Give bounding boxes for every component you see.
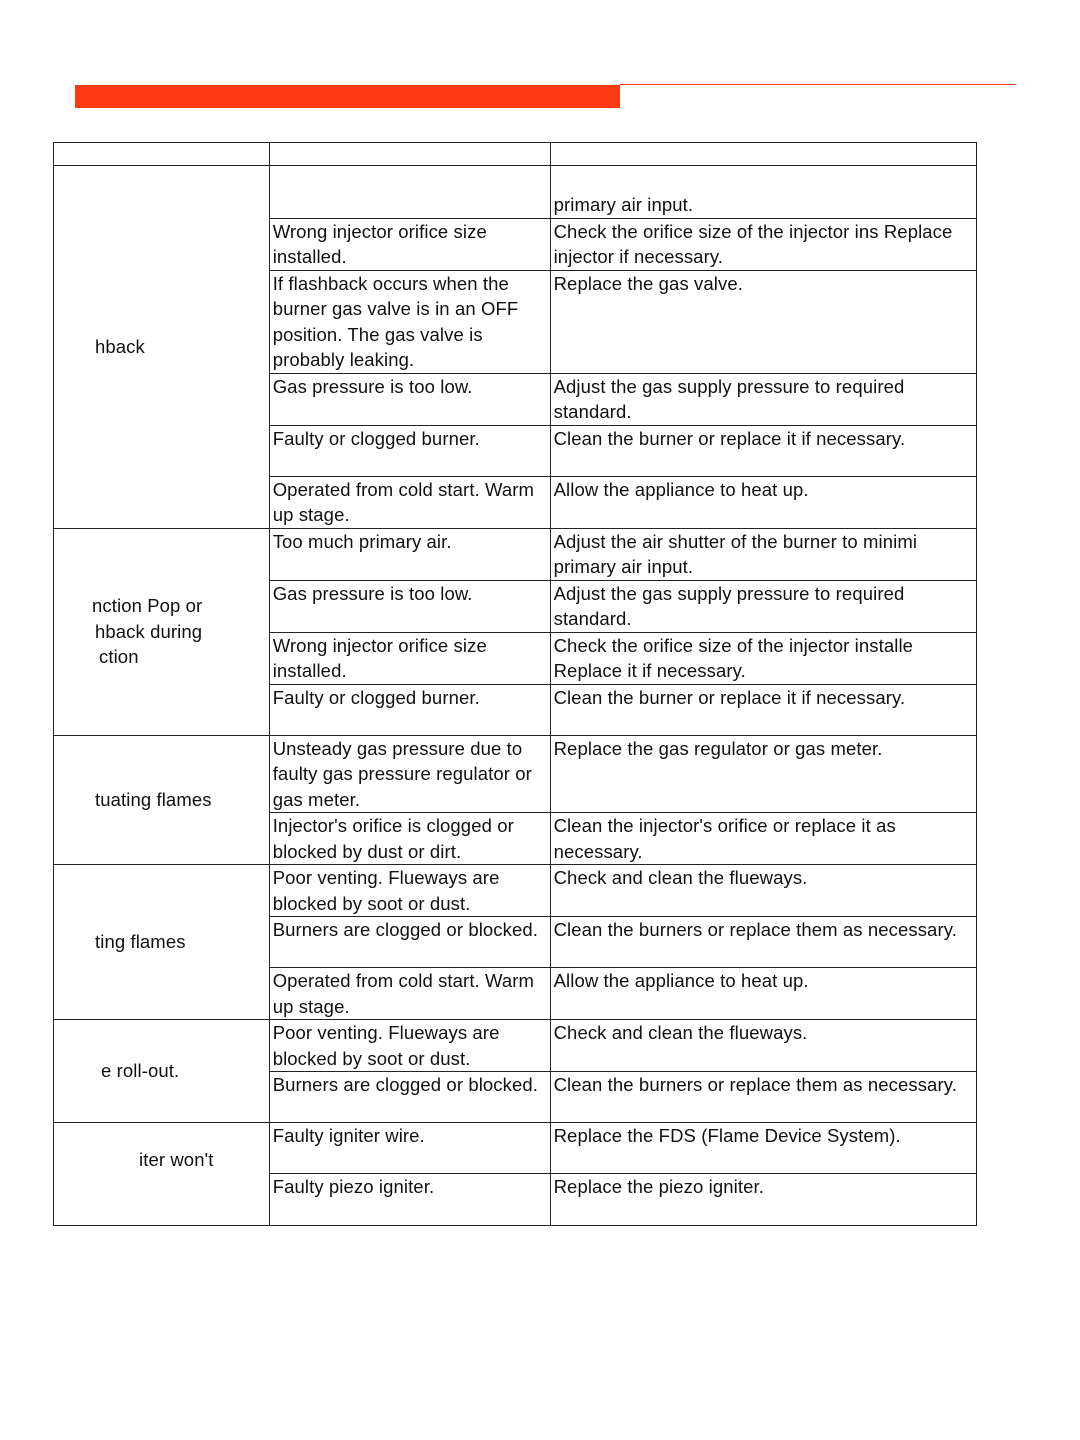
remedy-cell: Adjust the gas supply pressure to required standard. — [550, 373, 976, 425]
problem-label: e roll-out. — [101, 1060, 180, 1082]
cause-cell: Faulty igniter wire. — [269, 1123, 550, 1174]
problem-cell — [54, 735, 270, 865]
remedy-cell: Allow the appliance to heat up. — [550, 476, 976, 528]
problem-label: ting flames — [95, 931, 186, 953]
remedy-cell: Replace the gas regulator or gas meter. — [550, 735, 976, 813]
remedy-cell: Check and clean the flueways. — [550, 1020, 976, 1072]
remedy-cell: Adjust the gas supply pressure to required standard. — [550, 580, 976, 632]
remedy-cell: Adjust the air shutter of the burner to minimi primary air input. — [550, 528, 976, 580]
remedy-cell — [550, 166, 976, 219]
table-row — [54, 1123, 977, 1174]
problem-cell — [54, 166, 270, 529]
remedy-cell: Replace the piezo igniter. — [550, 1174, 976, 1226]
remedy-text: primary air input. — [553, 194, 694, 215]
cause-cell — [269, 166, 550, 219]
header-accent-bar — [75, 85, 620, 108]
table-row — [54, 1020, 977, 1072]
table-row — [54, 865, 977, 917]
cause-cell: Poor venting. Flueways are blocked by soot or dust. — [269, 865, 550, 917]
cause-cell: Faulty or clogged burner. — [269, 425, 550, 476]
remedy-cell: Check the orifice size of the injector installe Replace it if necessary. — [550, 632, 976, 684]
header-accent-line — [620, 84, 1016, 85]
remedy-cell: Clean the burner or replace it if necessary. — [550, 684, 976, 735]
problem-label: hback — [95, 336, 145, 357]
cause-cell: Faulty piezo igniter. — [269, 1174, 550, 1226]
cause-cell: Gas pressure is too low. — [269, 373, 550, 425]
cause-cell: Gas pressure is too low. — [269, 580, 550, 632]
table-header-row — [54, 143, 977, 166]
header-cell-problem — [54, 143, 270, 166]
problem-label-line-2: hback during — [95, 620, 203, 642]
remedy-cell: Clean the burners or replace them as necessary. — [550, 917, 976, 968]
problem-label-line-1: nction Pop or — [92, 595, 203, 617]
cause-cell: Operated from cold start. Warm up stage. — [269, 476, 550, 528]
table-row — [54, 735, 977, 813]
problem-cell — [54, 1020, 270, 1123]
remedy-cell: Allow the appliance to heat up. — [550, 968, 976, 1020]
remedy-cell: Clean the injector's orifice or replace it as necessary. — [550, 813, 976, 865]
cause-cell: Operated from cold start. Warm up stage. — [269, 968, 550, 1020]
cause-cell: Wrong injector orifice size installed. — [269, 632, 550, 684]
cause-cell: If flashback occurs when the burner gas valve is in an OFF position. The gas valve is probably leaking. — [269, 270, 550, 373]
cause-cell: Unsteady gas pressure due to faulty gas pressure regulator or gas meter. — [269, 735, 550, 813]
cause-cell: Burners are clogged or blocked. — [269, 1072, 550, 1123]
cause-cell: Too much primary air. — [269, 528, 550, 580]
cause-cell: Faulty or clogged burner. — [269, 684, 550, 735]
header-cell-remedy — [550, 143, 976, 166]
remedy-cell: Check the orifice size of the injector ins Replace injector if necessary. — [550, 218, 976, 270]
header-cell-cause — [269, 143, 550, 166]
cause-cell: Wrong injector orifice size installed. — [269, 218, 550, 270]
problem-label: tuating flames — [95, 789, 212, 810]
problem-cell — [54, 528, 270, 735]
remedy-cell: Replace the FDS (Flame Device System). — [550, 1123, 976, 1174]
cause-cell: Burners are clogged or blocked. — [269, 917, 550, 968]
troubleshooting-table — [53, 142, 977, 1226]
table-row — [54, 528, 977, 580]
problem-label: iter won't — [139, 1149, 214, 1170]
remedy-cell: Clean the burners or replace them as necessary. — [550, 1072, 976, 1123]
problem-cell — [54, 865, 270, 1020]
remedy-cell: Check and clean the flueways. — [550, 865, 976, 917]
remedy-cell: Replace the gas valve. — [550, 270, 976, 373]
problem-label-line-3: ction — [99, 646, 139, 668]
cause-cell: Injector's orifice is clogged or blocked by dust or dirt. — [269, 813, 550, 865]
cause-cell: Poor venting. Flueways are blocked by soot or dust. — [269, 1020, 550, 1072]
table-row — [54, 166, 977, 219]
remedy-cell: Clean the burner or replace it if necessary. — [550, 425, 976, 476]
problem-cell — [54, 1123, 270, 1226]
